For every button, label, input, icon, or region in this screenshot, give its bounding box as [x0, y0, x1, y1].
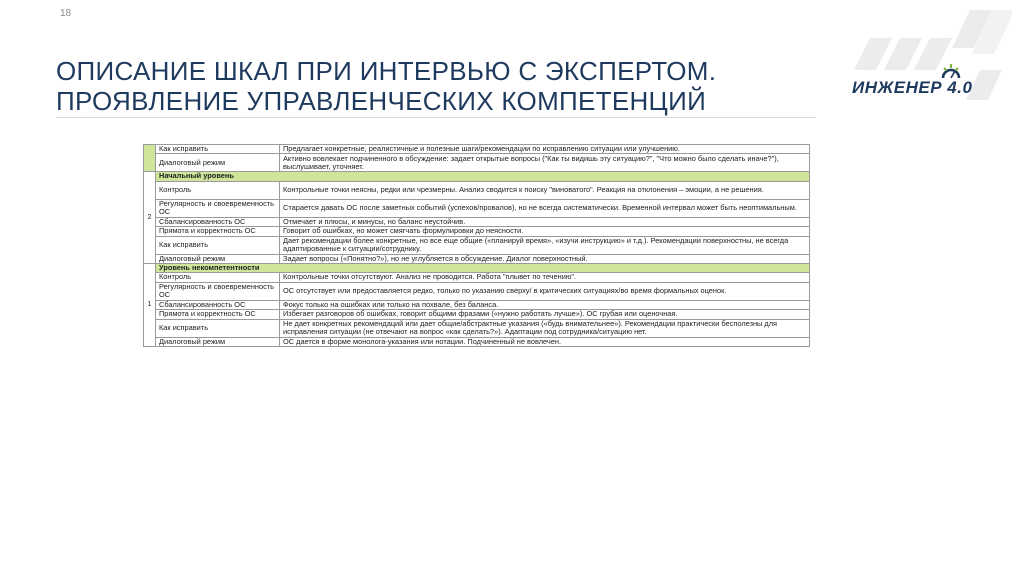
description-cell: Предлагает конкретные, реалистичные и полезные шаги/рекомендации по исправлению ситуации или улучшению. [280, 145, 810, 154]
criterion-cell: Сбалансированность ОС [156, 300, 280, 309]
description-cell: Говорит об ошибках, но может смягчать формулировки до неясности. [280, 227, 810, 236]
description-cell: ОС дается в форме монолога-указания или нотации. Подчиненный не вовлечен. [280, 337, 810, 346]
criterion-cell: Как исправить [156, 236, 280, 254]
description-cell: Активно вовлекает подчиненного в обсуждение: задает открытые вопросы ("Как ты видишь эту ситуацию?", "Что можно было сделать иначе?"), выслушивает, уточняет. [280, 154, 810, 172]
title-line-2: ПРОЯВЛЕНИЕ УПРАВЛЕНЧЕСКИХ КОМПЕТЕНЦИЙ [56, 86, 707, 116]
level-header: Начальный уровень [156, 172, 810, 181]
description-cell: Отмечает и плюсы, и минусы, но баланс неустойчив. [280, 217, 810, 226]
table-row [144, 236, 810, 254]
criterion-cell: Прямота и корректность ОС [156, 310, 280, 319]
table-row [144, 154, 810, 172]
competency-scale-table [143, 144, 810, 347]
description-cell: Фокус только на ошибках или только на похвале, без баланса. [280, 300, 810, 309]
criterion-cell: Диалоговый режим [156, 154, 280, 172]
level-number: 2 [144, 172, 156, 264]
criterion-cell: Регулярность и своевременность ОС [156, 199, 280, 217]
criterion-cell: Диалоговый режим [156, 254, 280, 263]
criterion-cell: Диалоговый режим [156, 337, 280, 346]
title-line-1: ОПИСАНИЕ ШКАЛ ПРИ ИНТЕРВЬЮ С ЭКСПЕРТОМ. [56, 56, 717, 86]
description-cell: Контрольные точки отсутствуют. Анализ не проводится. Работа "плывет по течению". [280, 273, 810, 282]
table-row [144, 282, 810, 300]
title-divider [56, 117, 816, 118]
table-row [144, 254, 810, 263]
table-row [144, 181, 810, 199]
table-row [144, 199, 810, 217]
table-row [144, 300, 810, 309]
description-cell: Не дает конкретных рекомендаций или дает общие/абстрактные указания («будь внимательнее»). Рекомендации практически бесполезны для исправления ситуации (не отвечают на вопрос «как сделать?»). Адаптации под сотрудника/ситуацию нет. [280, 319, 810, 337]
level-cell [144, 145, 156, 172]
table-row [144, 310, 810, 319]
description-cell: Задает вопросы («Понятно?»), но не углубляется в обсуждение. Диалог поверхностный. [280, 254, 810, 263]
criterion-cell: Контроль [156, 273, 280, 282]
logo-text: ИНЖЕНЕР 4.0 [852, 78, 973, 97]
table-row [144, 337, 810, 346]
table-row [144, 319, 810, 337]
description-cell: Дает рекомендации более конкретные, но все еще общие («планируй время», «изучи инструкцию» и т.д.). Рекомендации поверхностны, не всегда адаптированные к ситуации/сотруднику. [280, 236, 810, 254]
description-cell: Избегает разговоров об ошибках, говорит общими фразами («нужно работать лучше»). ОС грубая или оценочная. [280, 310, 810, 319]
criterion-cell: Прямота и корректность ОС [156, 227, 280, 236]
page-title [56, 56, 816, 116]
table-row [144, 264, 810, 273]
logo [852, 10, 1012, 110]
description-cell: Контрольные точки неясны, редки или чрезмерны. Анализ сводится к поиску "виноватого". Реакция на отклонения – эмоции, а не решения. [280, 181, 810, 199]
criterion-cell: Сбалансированность ОС [156, 217, 280, 226]
level-header: Уровень некомпетентности [156, 264, 810, 273]
criterion-cell: Как исправить [156, 145, 280, 154]
table-row [144, 145, 810, 154]
page-number: 18 [60, 8, 72, 19]
criterion-cell: Как исправить [156, 319, 280, 337]
table-row [144, 172, 810, 181]
description-cell: ОС отсутствует или предоставляется редко, только по указанию сверху/ в критических ситуациях/во время формальных оценок. [280, 282, 810, 300]
description-cell: Старается давать ОС после заметных событий (успехов/провалов), но не всегда систематически. Временной интервал может быть неоптимальным. [280, 199, 810, 217]
criterion-cell: Контроль [156, 181, 280, 199]
table-row [144, 273, 810, 282]
table-row [144, 217, 810, 226]
table-row [144, 227, 810, 236]
criterion-cell: Регулярность и своевременность ОС [156, 282, 280, 300]
level-number: 1 [144, 264, 156, 347]
